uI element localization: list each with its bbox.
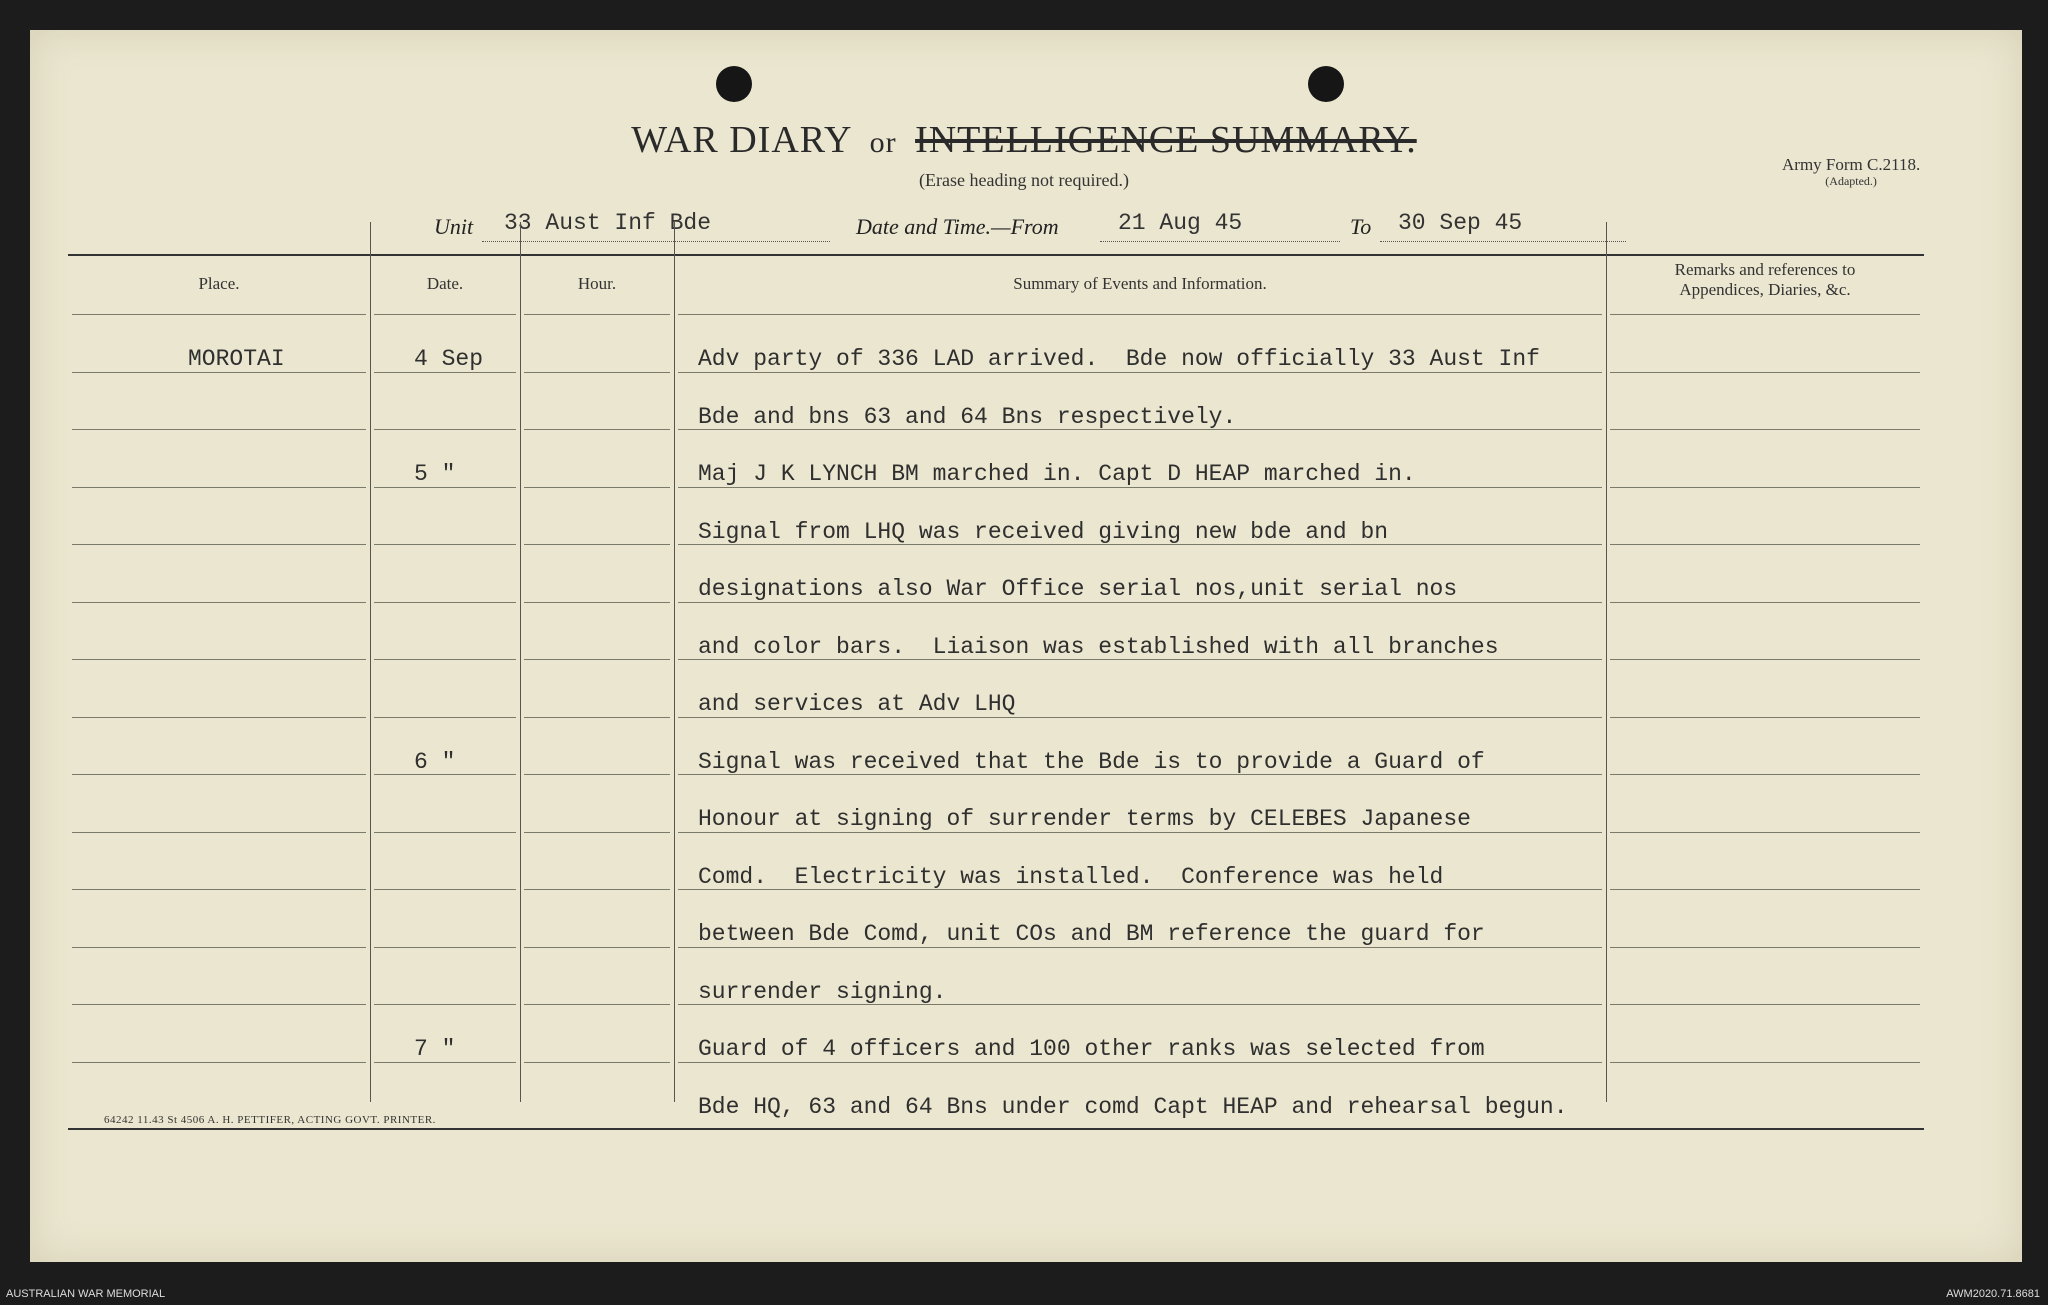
row-rule [1610, 1062, 1920, 1063]
row-rule [72, 659, 366, 660]
row-rule [1610, 1004, 1920, 1005]
row-rule [524, 774, 670, 775]
row-rule [1610, 659, 1920, 660]
entry-text: and color bars. Liaison was established with all branches [698, 633, 1499, 660]
entry-text: Honour at signing of surrender terms by CELEBES Japanese [698, 806, 1471, 832]
entry-text: and services at Adv LHQ [698, 691, 1016, 717]
date-from-label: Date and Time.—From [856, 214, 1059, 239]
entry-date: 7 " [414, 1036, 456, 1062]
row-rule [374, 429, 516, 430]
entry-place: MOROTAI [188, 346, 285, 372]
entry-text: Bde and bns 63 and 64 Bns respectively. [698, 403, 1237, 430]
row-rule [524, 487, 670, 488]
header-place: Place. [198, 274, 240, 293]
entry-text: Bde HQ, 63 and 64 Bns under comd Capt HEAP and rehearsal begun. [698, 1093, 1568, 1120]
erase-note: (Erase heading not required.) [919, 170, 1129, 190]
row-rule [1610, 314, 1920, 315]
row-rule [1610, 947, 1920, 948]
row-rule [524, 717, 670, 718]
entry-text: surrender signing. [698, 978, 947, 1005]
row-rule [524, 372, 670, 373]
row-rule [72, 487, 366, 488]
punch-hole-right [1308, 66, 1344, 102]
row-rule [524, 544, 670, 545]
header-summary: Summary of Events and Information. [1013, 274, 1267, 293]
unit-value: 33 Aust Inf Bde [504, 210, 712, 236]
entry-text: Guard of 4 officers and 100 other ranks was selected from [698, 1036, 1485, 1062]
row-rule [1610, 832, 1920, 833]
row-rule [1610, 544, 1920, 545]
row-rule [374, 602, 516, 603]
row-rule [524, 1004, 670, 1005]
footer-accession: AWM2020.71.8681 [1946, 1288, 2040, 1300]
row-rule [374, 1004, 516, 1005]
title-struck-out: INTELLIGENCE SUMMARY. [915, 119, 1417, 161]
page-title [0, 118, 2048, 162]
date-to-label: To [1350, 214, 1372, 239]
date-to-value: 30 Sep 45 [1398, 210, 1523, 236]
row-rule [72, 947, 366, 948]
row-rule [524, 1062, 670, 1063]
row-rule [374, 832, 516, 833]
table-bottom-rule [68, 1128, 1924, 1130]
row-rule [374, 717, 516, 718]
row-rule [1610, 429, 1920, 430]
entry-date: 4 Sep [414, 346, 484, 372]
row-rule [72, 832, 366, 833]
form-adapted: (Adapted.) [1825, 173, 1877, 188]
row-rule [524, 889, 670, 890]
row-rule [72, 1004, 366, 1005]
entry-text: Signal from LHQ was received giving new bde and bn [698, 518, 1389, 545]
row-rule [1610, 372, 1920, 373]
header-remarks-line2: Appendices, Diaries, &c. [1679, 280, 1851, 300]
row-rule [524, 429, 670, 430]
entry-text: Maj J K LYNCH BM marched in. Capt D HEAP marched in. [698, 461, 1416, 487]
row-rule [72, 717, 366, 718]
entry-text: Signal was received that the Bde is to provide a Guard of [698, 748, 1485, 775]
row-rule [72, 889, 366, 890]
row-rule [72, 429, 366, 430]
row-rule [72, 544, 366, 545]
row-rule [374, 314, 516, 315]
unit-label: Unit [434, 214, 474, 239]
row-rule [1610, 889, 1920, 890]
row-rule [524, 602, 670, 603]
punch-hole-left [716, 66, 752, 102]
row-rule [524, 832, 670, 833]
row-rule [374, 947, 516, 948]
row-rule [524, 314, 670, 315]
row-rule [524, 947, 670, 948]
entry-text: between Bde Comd, unit COs and BM reference the guard for [698, 921, 1485, 947]
row-rule [1610, 774, 1920, 775]
row-rule [374, 889, 516, 890]
row-rule [374, 544, 516, 545]
entry-text: designations also War Office serial nos,unit serial nos [698, 576, 1458, 602]
row-rule [1610, 717, 1920, 718]
row-rule [72, 314, 366, 315]
entry-date: 6 " [414, 748, 456, 775]
header-hour: Hour. [577, 274, 617, 293]
entry-text: Adv party of 336 LAD arrived. Bde now officially 33 Aust Inf [698, 346, 1540, 372]
entry-date: 5 " [414, 461, 456, 487]
title-war-diary: WAR DIARY [631, 119, 852, 161]
row-rule [72, 774, 366, 775]
header-date: Date. [426, 274, 464, 293]
row-rule [1610, 487, 1920, 488]
entry-text: Comd. Electricity was installed. Conference was held [698, 863, 1444, 890]
row-rule [678, 314, 1602, 315]
form-number: Army Form C.2118. [1782, 155, 1921, 174]
footer-credit: AUSTRALIAN WAR MEMORIAL [6, 1288, 166, 1300]
header-remarks-line1: Remarks and references to [1674, 260, 1856, 279]
date-from-value: 21 Aug 45 [1118, 210, 1243, 236]
title-or: or [869, 126, 897, 159]
header-remarks [1606, 260, 1924, 301]
row-rule [374, 659, 516, 660]
row-rule [72, 1062, 366, 1063]
row-rule [72, 602, 366, 603]
row-rule [1610, 602, 1920, 603]
row-rule [524, 659, 670, 660]
printer-imprint: 64242 11.43 St 4506 A. H. PETTIFER, ACTING GOVT. PRINTER. [104, 1114, 436, 1126]
